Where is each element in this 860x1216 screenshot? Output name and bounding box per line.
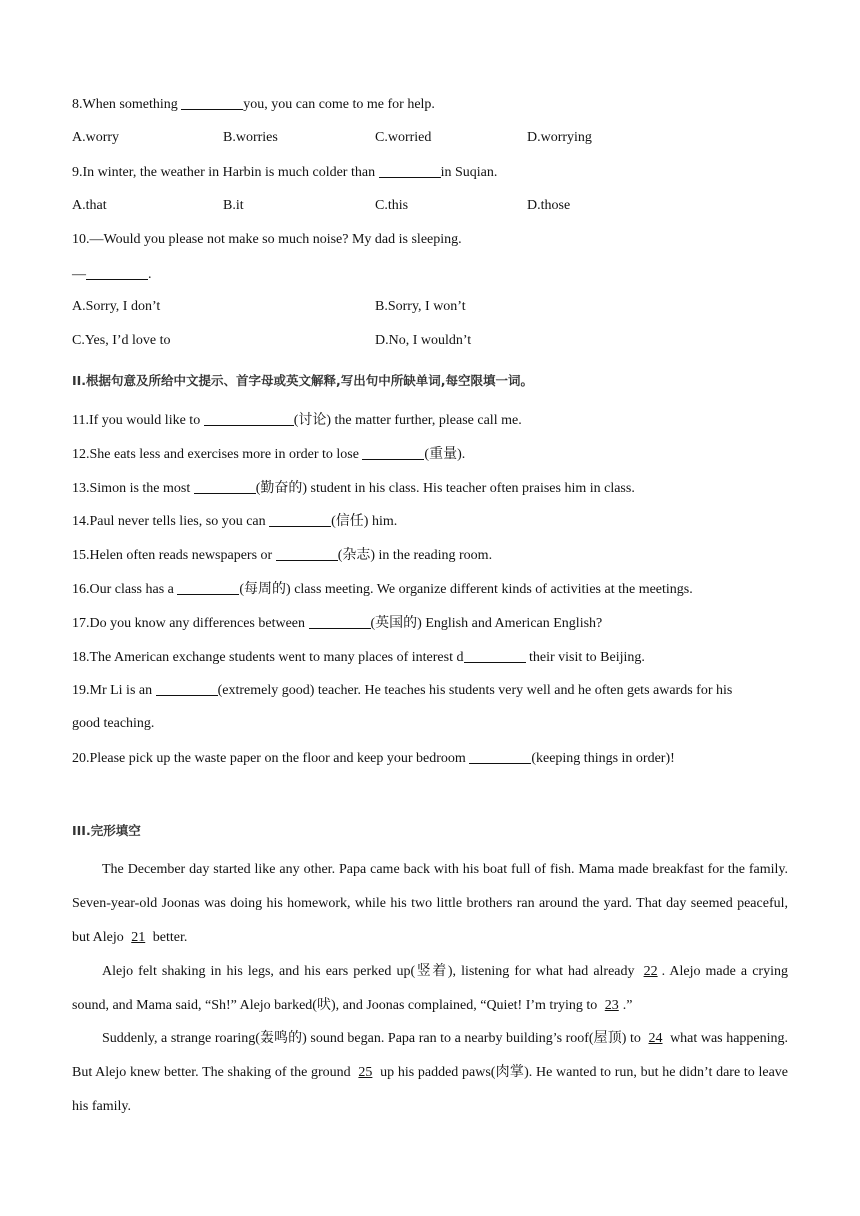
p2-text-c: .” xyxy=(622,998,633,1013)
q8-option-d: D.worrying xyxy=(527,130,592,145)
section-2-heading: II.根据句意及所给中文提示、首字母或英文解释,写出句中所缺单词,每空限填一词。 xyxy=(72,373,534,388)
q9-text-before: 9.In winter, the weather in Harbin is much colder than xyxy=(72,165,379,180)
question-13 xyxy=(72,479,635,498)
q9-option-b: B.it xyxy=(223,198,244,213)
p1-text-b: better. xyxy=(149,930,188,945)
q9-option-a: A.that xyxy=(72,198,107,213)
q11-blank xyxy=(204,411,294,426)
q9-option-d: D.those xyxy=(527,198,571,213)
q10-reply-dash: — xyxy=(72,267,86,282)
q12-text-after: (重量). xyxy=(424,447,466,462)
question-20 xyxy=(72,749,675,768)
question-8 xyxy=(72,95,435,114)
q12-blank xyxy=(362,445,424,460)
q16-text-after: (每周的) class meeting. We organize different kinds of activities at the meetings. xyxy=(239,582,693,597)
q10-reply-end: . xyxy=(148,267,152,282)
p1-text-a: The December day started like any other. Papa came back with his boat full of fish. Mama made breakfast for the family. Seven-year-old Joonas was doing his homework, while his two little brothers ran around the yard. That day seemed peaceful, but Alejo xyxy=(72,862,788,945)
cloze-blank-21: 21 xyxy=(131,930,146,945)
question-17 xyxy=(72,614,602,633)
cloze-paragraph-3 xyxy=(72,1022,788,1124)
question-18 xyxy=(72,648,645,667)
p2-text-a: Alejo felt shaking in his legs, and his ears perked up(竖着), listening for what had already xyxy=(102,964,640,979)
q17-blank xyxy=(309,614,371,629)
q15-blank xyxy=(276,546,338,561)
question-11 xyxy=(72,411,522,430)
q8-text-after: you, you can come to me for help. xyxy=(243,97,435,112)
p3-text-a: Suddenly, a strange roaring(轰鸣的) sound began. Papa ran to a nearby building’s roof(屋顶) to xyxy=(102,1031,645,1046)
q19-blank xyxy=(156,681,218,696)
q10-option-b: B.Sorry, I won’t xyxy=(375,299,466,314)
question-19 xyxy=(72,681,732,700)
cloze-blank-24: 24 xyxy=(648,1031,663,1046)
q19-text-before: 19.Mr Li is an xyxy=(72,683,156,698)
q20-text-after: (keeping things in order)! xyxy=(531,751,675,766)
question-15 xyxy=(72,546,492,565)
q16-blank xyxy=(177,580,239,595)
q9-blank xyxy=(379,163,441,178)
question-14 xyxy=(72,512,397,531)
q20-blank xyxy=(469,749,531,764)
q18-text-before: 18.The American exchange students went to many places of interest d xyxy=(72,650,464,665)
q10-option-a: A.Sorry, I don’t xyxy=(72,299,161,314)
q10-reply xyxy=(72,265,152,284)
q9-text-after: in Suqian. xyxy=(440,165,498,180)
q13-text-after: (勤奋的) student in his class. His teacher often praises him in class. xyxy=(255,481,635,496)
p2-text-b: . Alejo made a crying sound, and Mama said, “Sh!” Alejo barked(吠), and Joonas complained, “Quiet! I’m trying to xyxy=(72,964,788,1013)
q15-text-after: (杂志) in the reading room. xyxy=(337,548,493,563)
question-12 xyxy=(72,445,465,464)
q8-option-b: B.worries xyxy=(223,130,278,145)
q13-blank xyxy=(194,479,256,494)
p3-text-b: what was happening. But Alejo knew better. The shaking of the ground xyxy=(72,1031,789,1080)
section-3-heading: III.完形填空 xyxy=(72,823,141,838)
q10-option-d: D.No, I wouldn’t xyxy=(375,333,472,348)
q15-text-before: 15.Helen often reads newspapers or xyxy=(72,548,276,563)
question-16 xyxy=(72,580,693,599)
q8-option-a: A.worry xyxy=(72,130,120,145)
question-9 xyxy=(72,163,497,182)
q11-text-after: (讨论) the matter further, please call me. xyxy=(293,413,522,428)
q14-blank xyxy=(269,512,331,527)
q13-text-before: 13.Simon is the most xyxy=(72,481,194,496)
q10-option-c: C.Yes, I’d love to xyxy=(72,333,171,348)
cloze-blank-22: 22 xyxy=(643,964,658,979)
cloze-blank-25: 25 xyxy=(358,1065,373,1080)
question-10: 10.—Would you please not make so much noise? My dad is sleeping. xyxy=(72,232,462,247)
q16-text-before: 16.Our class has a xyxy=(72,582,178,597)
q12-text-before: 12.She eats less and exercises more in order to lose xyxy=(72,447,363,462)
q8-blank xyxy=(181,95,243,110)
cloze-paragraph-1 xyxy=(72,853,788,955)
q19-continuation: good teaching. xyxy=(72,716,155,731)
q18-blank xyxy=(464,648,526,663)
q17-text-after: (英国的) English and American English? xyxy=(370,616,603,631)
cloze-blank-23: 23 xyxy=(604,998,619,1013)
q9-option-c: C.this xyxy=(375,198,409,213)
q11-text-before: 11.If you would like to xyxy=(72,413,204,428)
q10-blank xyxy=(86,265,148,280)
q14-text-before: 14.Paul never tells lies, so you can xyxy=(72,514,270,529)
q14-text-after: (信任) him. xyxy=(331,514,398,529)
q17-text-before: 17.Do you know any differences between xyxy=(72,616,309,631)
q8-option-c: C.worried xyxy=(375,130,432,145)
q8-text-before: 8.When something xyxy=(72,97,182,112)
q19-text-after: (extremely good) teacher. He teaches his students very well and he often gets awards for his xyxy=(217,683,733,698)
q18-text-after: their visit to Beijing. xyxy=(525,650,645,665)
cloze-paragraph-2 xyxy=(72,955,788,1023)
q20-text-before: 20.Please pick up the waste paper on the floor and keep your bedroom xyxy=(72,751,470,766)
p3-text-c: up his padded paws(肉掌). He wanted to run, but he didn’t dare to leave his family. xyxy=(72,1065,789,1114)
